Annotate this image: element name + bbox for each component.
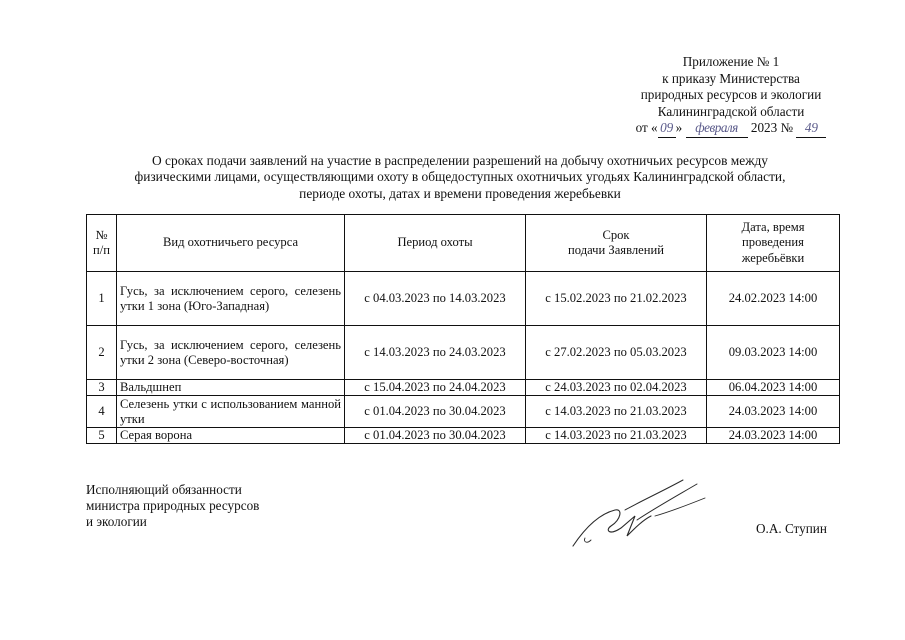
hunting-schedule-table bbox=[86, 214, 840, 444]
table-row bbox=[87, 326, 840, 380]
table-row bbox=[87, 396, 840, 428]
row-num: 4 bbox=[87, 396, 117, 428]
order-sep: » bbox=[675, 120, 683, 135]
row-draw: 24.03.2023 14:00 bbox=[707, 396, 840, 428]
col-header-resource: Вид охотничьего ресурса bbox=[117, 215, 345, 272]
row-period: с 15.04.2023 по 24.04.2023 bbox=[345, 380, 526, 396]
hunting-schedule-table-wrap bbox=[86, 214, 839, 444]
signatory-position bbox=[86, 482, 259, 531]
row-deadline: с 14.03.2023 по 21.03.2023 bbox=[526, 396, 707, 428]
col-header-draw: Дата, время проведения жеребьёвки bbox=[707, 215, 840, 272]
order-date-line bbox=[600, 120, 862, 138]
table-header-row bbox=[87, 215, 840, 272]
row-resource: Гусь, за исключением серого, селезень утки 2 зона (Северо-восточная) bbox=[117, 326, 345, 380]
row-resource: Селезень утки с использованием манной утки bbox=[117, 396, 345, 428]
position-line: Исполняющий обязанности bbox=[86, 482, 242, 497]
appendix-order-ref: к приказу Министерства bbox=[662, 70, 800, 86]
row-deadline: с 14.03.2023 по 21.03.2023 bbox=[526, 428, 707, 444]
row-num: 2 bbox=[87, 326, 117, 380]
position-line: и экологии bbox=[86, 514, 147, 530]
row-deadline: с 15.02.2023 по 21.02.2023 bbox=[526, 272, 707, 326]
col-header-num: № п/п bbox=[87, 215, 117, 272]
row-draw: 09.03.2023 14:00 bbox=[707, 326, 840, 380]
row-num: 5 bbox=[87, 428, 117, 444]
row-period: с 01.04.2023 по 30.04.2023 bbox=[345, 428, 526, 444]
appendix-region: Калининградской области bbox=[657, 103, 805, 119]
table-row bbox=[87, 380, 840, 396]
signatory-name: О.А. Ступин bbox=[756, 521, 827, 536]
col-header-deadline: Срок подачи Заявлений bbox=[526, 215, 707, 272]
row-deadline: с 27.02.2023 по 05.03.2023 bbox=[526, 326, 707, 380]
row-draw: 24.02.2023 14:00 bbox=[707, 272, 840, 326]
row-resource: Вальдшнеп bbox=[117, 380, 345, 396]
order-number-handwritten: 49 bbox=[796, 120, 826, 138]
appendix-ministry: природных ресурсов и экологии bbox=[640, 87, 822, 102]
order-day-handwritten: 09 bbox=[658, 120, 676, 138]
title-line: О сроках подачи заявлений на участие в распределении разрешений на добычу охотничьих ресурсов между bbox=[152, 153, 768, 168]
row-deadline: с 24.03.2023 по 02.04.2023 bbox=[526, 380, 707, 396]
row-period: с 14.03.2023 по 24.03.2023 bbox=[345, 326, 526, 380]
row-draw: 24.03.2023 14:00 bbox=[707, 428, 840, 444]
col-header-period: Период охоты bbox=[345, 215, 526, 272]
row-draw: 06.04.2023 14:00 bbox=[707, 380, 840, 396]
order-prefix: от « bbox=[635, 120, 658, 135]
position-line: министра природных ресурсов bbox=[86, 498, 260, 514]
title-line: физическими лицами, осуществляющими охоту в общедоступных охотничьих угодьях Калининградской области, bbox=[134, 169, 786, 185]
row-period: с 04.03.2023 по 14.03.2023 bbox=[345, 272, 526, 326]
appendix-title: Приложение № 1 bbox=[682, 54, 780, 69]
row-period: с 01.04.2023 по 30.04.2023 bbox=[345, 396, 526, 428]
title-line: периоде охоты, датах и времени проведения жеребьевки bbox=[299, 185, 621, 201]
order-year: 2023 № bbox=[750, 120, 794, 135]
document-title bbox=[80, 153, 840, 202]
row-num: 1 bbox=[87, 272, 117, 326]
appendix-header bbox=[600, 54, 862, 138]
row-resource: Серая ворона bbox=[117, 428, 345, 444]
order-month-handwritten: февраля bbox=[686, 120, 748, 138]
row-resource: Гусь, за исключением серого, селезень утки 1 зона (Юго-Западная) bbox=[117, 272, 345, 326]
table-row bbox=[87, 428, 840, 444]
table-row bbox=[87, 272, 840, 326]
handwritten-signature bbox=[565, 476, 710, 556]
row-num: 3 bbox=[87, 380, 117, 396]
